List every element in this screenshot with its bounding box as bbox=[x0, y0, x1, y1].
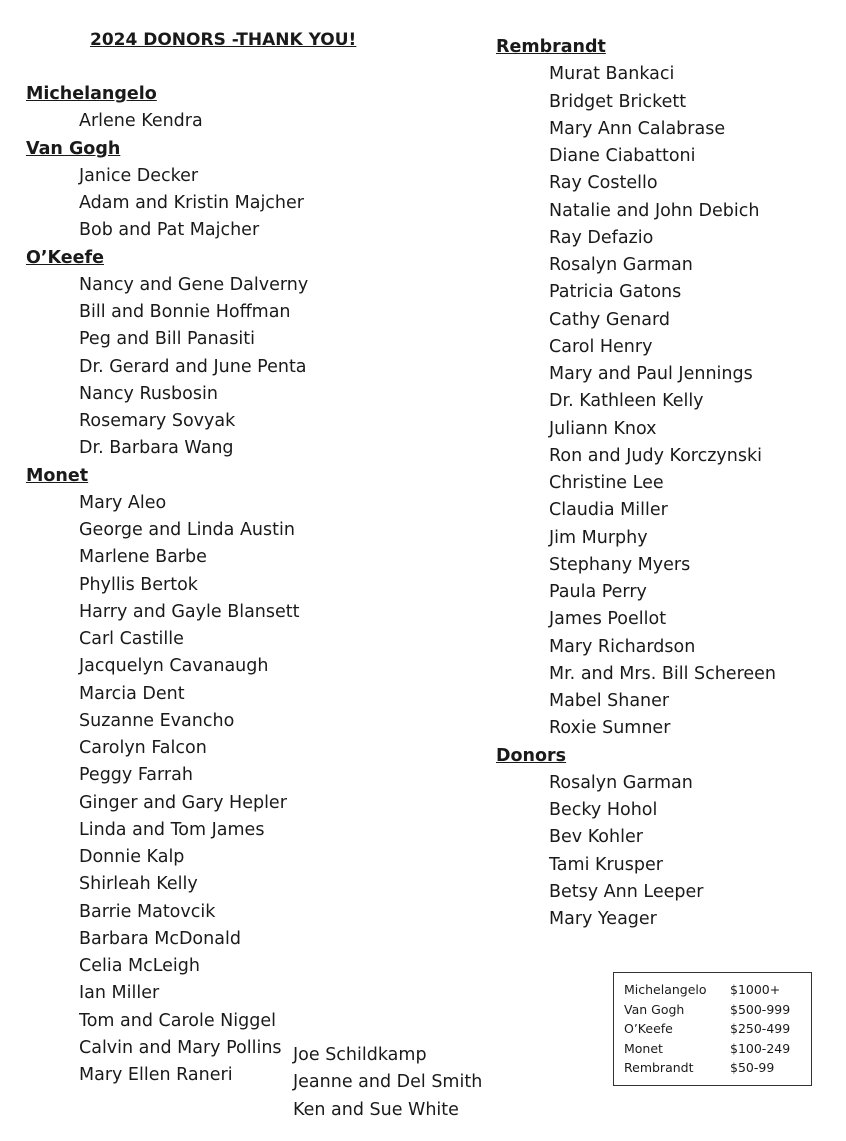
donor-name: Donnie Kalp bbox=[79, 847, 185, 867]
section-heading-rembrandt: Rembrandt bbox=[496, 37, 606, 57]
donor-name: Nancy Rusbosin bbox=[79, 383, 218, 404]
donation-levels-legend bbox=[613, 972, 812, 1086]
donor-name: Peggy Farrah bbox=[79, 765, 193, 786]
donor-name: Harry and Gayle Blansett bbox=[79, 601, 300, 622]
donor-name: James Poellot bbox=[549, 609, 667, 630]
legend-row-rembrandt bbox=[624, 1058, 811, 1078]
donor-name: Mary Ellen Raneri bbox=[79, 1065, 233, 1085]
donor-name: Mabel Shaner bbox=[549, 691, 670, 711]
donor-name: Patricia Gatons bbox=[549, 282, 682, 303]
donor-name: Paula Perry bbox=[549, 582, 647, 602]
donor-name: Barrie Matovcik bbox=[79, 901, 216, 922]
donor-name: Peg and Bill Panasiti bbox=[79, 329, 256, 350]
legend-row-monet bbox=[624, 1039, 811, 1059]
donor-name: Bev Kohler bbox=[549, 827, 643, 848]
right-donor-column bbox=[496, 34, 776, 933]
donor-name: Mary Yeager bbox=[549, 909, 657, 929]
donor-name: Bob and Pat Majcher bbox=[79, 220, 260, 241]
donor-name: Rosalyn Garman bbox=[549, 772, 693, 793]
section-heading-van-gogh: Van Gogh bbox=[26, 138, 121, 159]
donor-name: Tami Krusper bbox=[549, 854, 663, 875]
donor-name: Celia McLeigh bbox=[79, 956, 200, 976]
legend-amount: $1000+ bbox=[730, 982, 781, 997]
legend-level: Michelangelo bbox=[624, 982, 707, 997]
donor-name: Bridget Brickett bbox=[549, 91, 687, 112]
legend-amount: $50-99 bbox=[730, 1060, 775, 1075]
donor-name: Carolyn Falcon bbox=[79, 738, 207, 758]
donor-name: Marcia Dent bbox=[79, 683, 185, 704]
donor-name: Calvin and Mary Pollins bbox=[79, 1037, 282, 1058]
donor-name: Ray Costello bbox=[549, 173, 658, 194]
donor-name: Bill and Bonnie Hoffman bbox=[79, 302, 291, 322]
donor-name: Rosalyn Garman bbox=[549, 255, 693, 275]
donor-name: Ron and Judy Korczynski bbox=[549, 445, 762, 466]
donor-name: Juliann Knox bbox=[549, 418, 657, 439]
donor-name: Roxie Sumner bbox=[549, 718, 671, 739]
donor-name: Dr. Gerard and June Penta bbox=[79, 356, 307, 377]
donor-name: Jeanne and Del Smith bbox=[293, 1072, 483, 1093]
donor-name: Stephany Myers bbox=[549, 554, 691, 575]
donor-name: Mary Aleo bbox=[79, 492, 167, 513]
donor-name: Diane Ciabattoni bbox=[549, 146, 696, 166]
donor-name: Jim Murphy bbox=[549, 527, 648, 548]
legend-level: O’Keefe bbox=[624, 1021, 673, 1036]
legend-level: Van Gogh bbox=[624, 1001, 685, 1017]
donor-name: Mr. and Mrs. Bill Schereen bbox=[549, 663, 777, 684]
donor-name: Cathy Genard bbox=[549, 309, 670, 330]
donor-name: Shirleah Kelly bbox=[79, 874, 198, 895]
donor-name: Marlene Barbe bbox=[79, 547, 207, 568]
legend-row-michelangelo bbox=[624, 980, 811, 1000]
donor-name: Adam and Kristin Majcher bbox=[79, 193, 304, 213]
donor-name: Suzanne Evancho bbox=[79, 710, 235, 731]
donor-name: Ray Defazio bbox=[549, 227, 654, 248]
donor-name: Arlene Kendra bbox=[79, 111, 203, 132]
donor-name: Mary Ann Calabrase bbox=[549, 118, 726, 139]
donor-name: Nancy and Gene Dalverny bbox=[79, 274, 309, 295]
donor-name: Phyllis Bertok bbox=[79, 574, 198, 595]
donor-name: Natalie and John Debich bbox=[549, 200, 760, 221]
donor-name: Ginger and Gary Hepler bbox=[79, 792, 287, 813]
donor-name: George and Linda Austin bbox=[79, 520, 295, 540]
donor-name: Ken and Sue White bbox=[293, 1099, 459, 1120]
donor-name: Claudia Miller bbox=[549, 500, 668, 521]
donor-name: Rosemary Sovyak bbox=[79, 411, 236, 431]
donor-name: Barbara McDonald bbox=[79, 928, 241, 949]
legend-level: Rembrandt bbox=[624, 1060, 694, 1075]
section-heading-monet: Monet bbox=[26, 465, 89, 486]
legend-row-o-keefe bbox=[624, 1019, 811, 1039]
donor-name: Mary and Paul Jennings bbox=[549, 364, 753, 384]
donor-name: Linda and Tom James bbox=[79, 819, 265, 840]
donor-name: Dr. Kathleen Kelly bbox=[549, 391, 704, 412]
legend-amount: $500-999 bbox=[730, 1001, 791, 1017]
donor-name: Carol Henry bbox=[549, 336, 653, 357]
monet-continued-column bbox=[293, 1042, 482, 1124]
donor-name: Mary Richardson bbox=[549, 636, 696, 657]
donor-name: Murat Bankaci bbox=[549, 64, 675, 85]
section-heading-o-keefe: O’Keefe bbox=[26, 247, 104, 268]
donor-name: Jacquelyn Cavanaugh bbox=[79, 656, 269, 677]
donor-name: Betsy Ann Leeper bbox=[549, 881, 704, 902]
legend-row-van-gogh bbox=[624, 1000, 811, 1020]
section-heading-donors: Donors bbox=[496, 745, 567, 766]
section-heading-michelangelo: Michelangelo bbox=[26, 84, 157, 104]
legend-level: Monet bbox=[624, 1040, 663, 1056]
page-title: 2024 DONORS -THANK YOU! bbox=[90, 30, 357, 50]
donor-name: Joe Schildkamp bbox=[293, 1045, 427, 1065]
left-donor-column bbox=[26, 81, 308, 1089]
donor-name: Carl Castille bbox=[79, 629, 184, 649]
donor-name: Tom and Carole Niggel bbox=[79, 1010, 276, 1031]
donor-name: Becky Hohol bbox=[549, 800, 658, 820]
donor-name: Christine Lee bbox=[549, 473, 664, 493]
legend-amount: $250-499 bbox=[730, 1021, 791, 1036]
legend-amount: $100-249 bbox=[730, 1040, 791, 1056]
donor-name: Ian Miller bbox=[79, 983, 160, 1004]
donor-name: Janice Decker bbox=[79, 165, 199, 186]
donor-name: Dr. Barbara Wang bbox=[79, 438, 234, 459]
